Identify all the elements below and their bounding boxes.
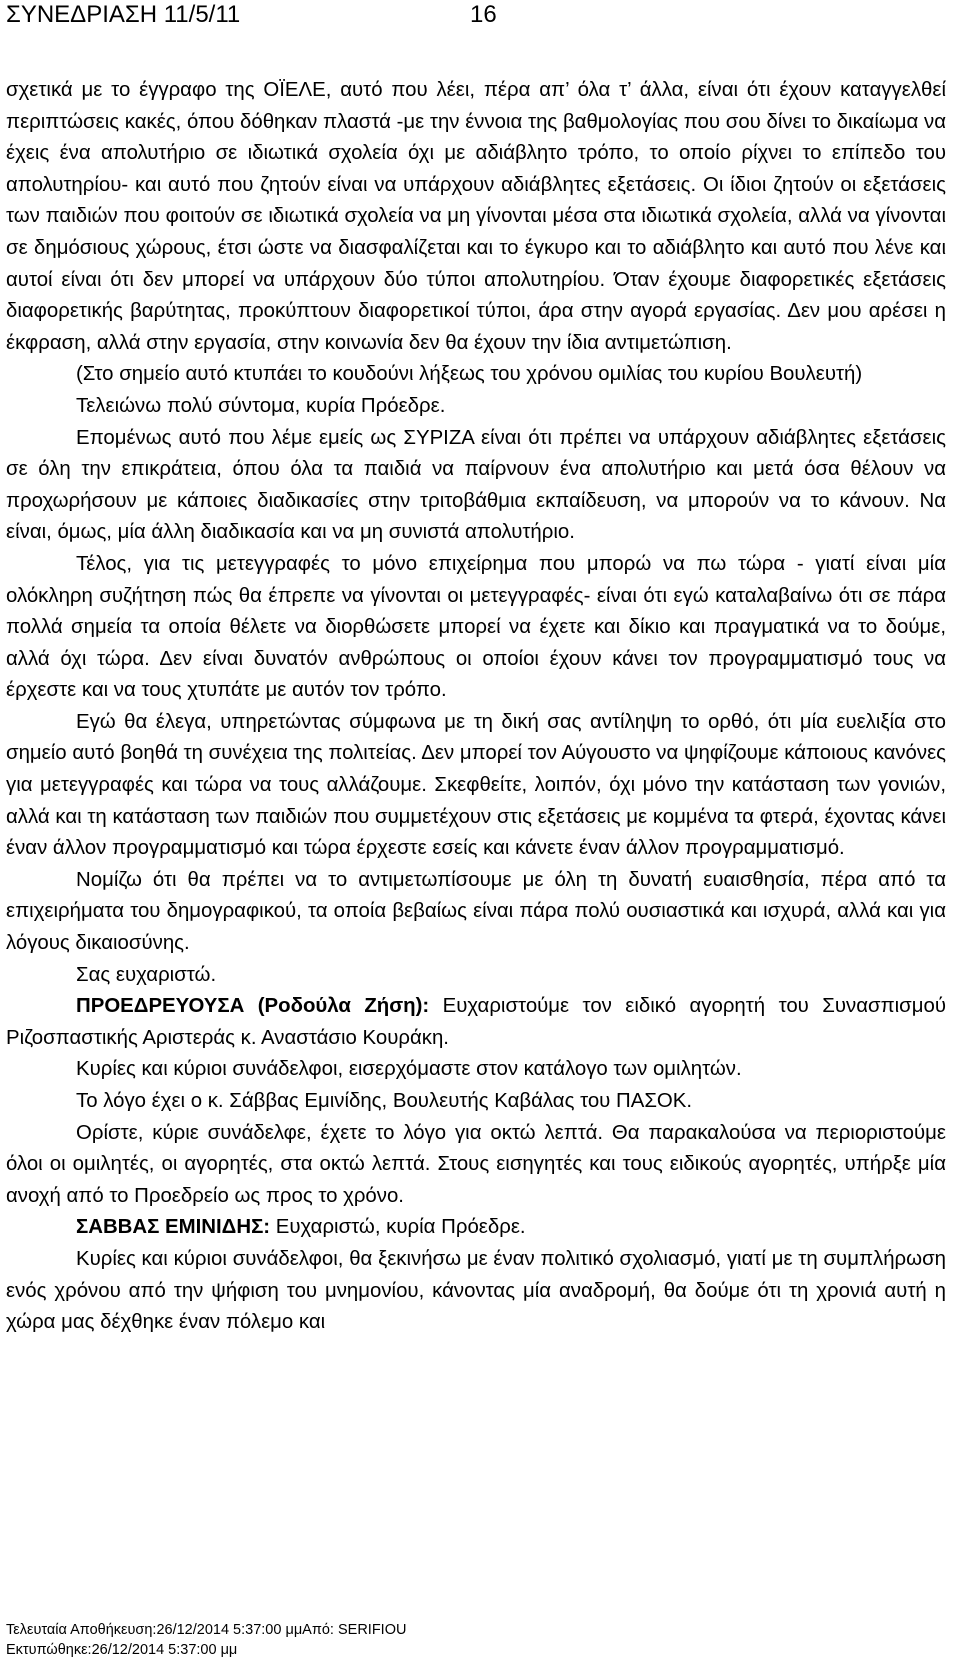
- paragraph: σχετικά με το έγγραφο της ΟΪΕΛΕ, αυτό που λέει, πέρα απ’ όλα τ’ άλλα, είναι ότι έχουν καταγγελθεί περιπτώσεις κακές, όπου δόθηκαν πλαστά -με την έννοια της βαθμολογίας που σου δίνει το δικαίωμα να έχεις ένα απολυτήριο σε ιδιωτικά σχολεία όχι με αδιάβλητο τρόπο, το οποίο ρίχνει το επίπεδο του απολυτηρίου- και αυτό που ζητούν είναι να υπάρχουν αδιάβλητες εξετάσεις. Οι ίδιοι ζητούν οι εξετάσεις των παιδιών που φοιτούν σε ιδιωτικά σχολεία να μη γίνονται μέσα στα ιδιωτικά σχολεία, αλλά να γίνονται σε δημόσιους χώρους, έτσι ώστε να διασφαλίζεται και το έγκυρο και το αδιάβλητο και αυτό που λένε και αυτοί είναι ότι δεν μπορεί να υπάρχουν δύο τύποι απολυτηρίου. Όταν έχουμε διαφορετικές εξετάσεις διαφορετικής βαρύτητας, προκύπτουν διαφορετικοί τύποι, άρα στην αγορά εργασίας. Δεν μου αρέσει η έκφραση, αλλά στην εργασία, στην κοινωνία δεν θα έχουν την ίδια αντιμετώπιση.: [6, 79, 946, 354]
- paragraph: Κυρίες και κύριοι συνάδελφοι, θα ξεκινήσω με έναν πολιτικό σχολιασμό, γιατί με τη συμπλήρωση ενός χρόνου από την ψήφιση του μνημονίου, κάνοντας μία αναδρομή, θα δούμε ότι τη χρονιά αυτή η χώρα μας δέχθηκε έναν πόλεμο και: [6, 1247, 946, 1334]
- paragraph: Ορίστε, κύριε συνάδελφε, έχετε το λόγο για οκτώ λεπτά. Θα παρακαλούσα να περιοριστούμε όλοι οι ομιλητές, οι αγορητές, στα οκτώ λεπτά. Στους εισηγητές και τους ειδικούς αγορητές, υπήρξε μία ανοχή από το Προεδρείο ως προς το χρόνο.: [6, 1121, 946, 1207]
- session-title: ΣΥΝΕΔΡΙΑΣΗ 11/5/11: [6, 1, 241, 28]
- document-body: [6, 75, 946, 1339]
- paragraph: Τέλος, για τις μετεγγραφές το μόνο επιχείρημα που μπορώ να πω τώρα - γιατί είναι μία ολόκληρη συζήτηση πώς θα έπρεπε να γίνονται οι μετεγγραφές- είναι ότι εγώ καταλαβαίνω ότι σε πάρα πολλά σημεία τα οποία θέλετε να διορθώσετε μπορεί να έχετε και δίκιο και πραγματικά να το δούμε, αλλά όχι τώρα. Δεν είναι δυνατόν ανθρώπους οι οποίοι έχουν κάνει τον προγραμματισμό τους να έρχεστε και να τους χτυπάτε με αυτόν τον τρόπο.: [6, 552, 946, 702]
- page-header: [6, 0, 946, 34]
- paragraph: (Στο σημείο αυτό κτυπάει το κουδούνι λήξεως του χρόνου ομιλίας του κυρίου Βουλευτή): [76, 363, 863, 386]
- paragraph: Τελειώνω πολύ σύντομα, κυρία Πρόεδρε.: [76, 394, 446, 417]
- paragraph: Νομίζω ότι θα πρέπει να το αντιμετωπίσουμε με όλη τη δυνατή ευαισθησία, πέρα από τα επιχειρήματα του δημογραφικού, τα οποία βεβαίως είναι πάρα πολύ ουσιαστικά και ισχυρά, αλλά και για λόγους δικαιοσύνης.: [6, 868, 946, 955]
- paragraph: Το λόγο έχει ο κ. Σάββας Εμινίδης, Βουλευτής Καβάλας του ΠΑΣΟΚ.: [76, 1090, 693, 1112]
- paragraph: ΣΑΒΒΑΣ ΕΜΙΝΙΔΗΣ: Ευχαριστώ, κυρία Πρόεδρε.: [76, 1216, 526, 1239]
- paragraph: Επομένως αυτό που λέμε εμείς ως ΣΥΡΙΖΑ είναι ότι πρέπει να υπάρχουν αδιάβλητες εξετάσεις σε όλη την επικράτεια, όπου όλα τα παιδιά να παίρνουν ένα απολυτήριο και μετά όσα θέλουν να προχωρήσουν με κάποιες διαδικασίες στην τριτοβάθμια εκπαίδευση, να μπορούν να το κάνουν. Να είναι, όμως, μία άλλη διαδικασία και να μη συνιστά απολυτήριο.: [6, 426, 946, 544]
- speaker-name: ΣΑΒΒΑΣ ΕΜΙΝΙΔΗΣ:: [76, 1216, 271, 1239]
- paragraph: ΠΡΟΕΔΡΕΥΟΥΣΑ (Ροδούλα Ζήση): Ευχαριστούμε τον ειδικό αγορητή του Συνασπισμού Ριζοσπαστικής Αριστεράς κ. Αναστάσιο Κουράκη.: [6, 995, 946, 1049]
- speaker-name: ΠΡΟΕΔΡΕΥΟΥΣΑ (Ροδούλα Ζήση):: [76, 995, 430, 1018]
- paragraph: Κυρίες και κύριοι συνάδελφοι, εισερχόμαστε στον κατάλογο των ομιλητών.: [76, 1058, 742, 1081]
- page-footer: [6, 1620, 406, 1660]
- page-number: 16: [470, 1, 497, 28]
- footer-last-saved: Τελευταία Αποθήκευση:26/12/2014 5:37:00 μμΑπό: SERIFIOU: [6, 1622, 407, 1638]
- paragraph: Σας ευχαριστώ.: [76, 963, 217, 986]
- footer-printed: Εκτυπώθηκε:26/12/2014 5:37:00 μμ: [6, 1642, 238, 1658]
- paragraph: Εγώ θα έλεγα, υπηρετώντας σύμφωνα με τη δική σας αντίληψη το ορθό, ότι μία ευελιξία στο σημείο αυτό βοηθά τη συνέχεια της πολιτείας. Δεν μπορεί τον Αύγουστο να ψηφίζουμε κάποιους κανόνες για μετεγγραφές και τώρα να τους αλλάζουμε. Σκεφθείτε, λοιπόν, όχι μόνο την κατάσταση των γονιών, αλλά και τη κατάσταση των παιδιών που συμμετέχουν στις εξετάσεις με κομμένα τα φτερά, έχοντας κάνει έναν άλλον προγραμματισμό και τώρα έρχεστε εσείς και κάνετε έναν άλλον προγραμματισμό.: [6, 710, 946, 860]
